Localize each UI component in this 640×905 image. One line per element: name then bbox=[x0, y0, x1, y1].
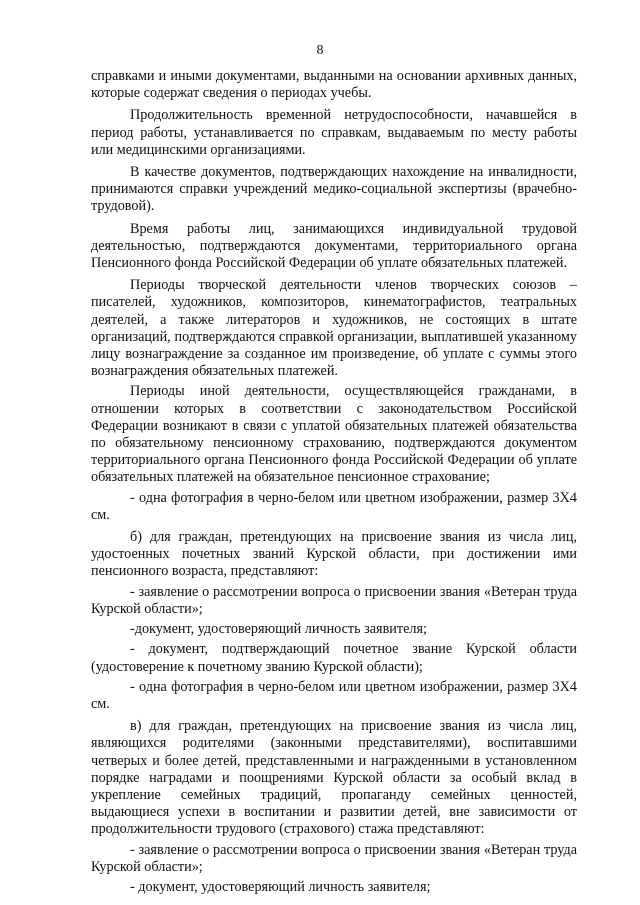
list-item: - документ, подтверждающий почетное звание Курской области (удостоверение к почетному званию Курской области); bbox=[91, 641, 577, 675]
paragraph: б) для граждан, претендующих на присвоение звания из числа лиц, удостоенных почетных званий Курской области, при достижении ими пенсионного возраста, представляют: bbox=[91, 529, 577, 580]
list-item: - одна фотография в черно-белом или цветном изображении, размер 3Х4 см. bbox=[91, 489, 577, 523]
document-body bbox=[91, 68, 577, 896]
list-item: - одна фотография в черно-белом или цветном изображении, размер 3Х4 см. bbox=[91, 678, 577, 712]
paragraph: Время работы лиц, занимающихся индивидуальной трудовой деятельностью, подтверждаются документами, территориального органа Пенсионного фонда Российской Федерации об уплате обязательных платежей. bbox=[91, 220, 577, 272]
paragraph: в) для граждан, претендующих на присвоение звания из числа лиц, являющихся родителями (законными представителями), воспитавшими четверых и более детей, представленными и награжденными в установленном порядке наградами и поощрениями Курской области за особый вклад в укрепление семейных традиций, пропаганду семейных ценностей, выдающиеся успехи в воспитании и развитии детей, вне зависимости от продолжительности трудового (страхового) стажа представляют: bbox=[91, 718, 577, 838]
page-number: 8 bbox=[316, 43, 324, 58]
list-item: -документ, удостоверяющий личность заявителя; bbox=[130, 621, 427, 638]
paragraph: Периоды иной деятельности, осуществляющейся гражданами, в отношении которых в соответствии с законодательством Российской Федерации возникают в связи с уплатой обязательных платежей обязательства по обязательному пенсионному страхованию, подтверждаются документом территориального органа Пенсионного фонда Российской Федерации об уплате обязательных платежей на обязательное пенсионное страхование; bbox=[91, 383, 577, 486]
paragraph: Продолжительность временной нетрудоспособности, начавшейся в период работы, устанавливается по справкам, выдаваемым по месту работы или медицинскими организациями. bbox=[91, 107, 577, 158]
paragraph: В качестве документов, подтверждающих нахождение на инвалидности, принимаются справки учреждений медико-социальной экспертизы (врачебно-трудовой). bbox=[91, 164, 577, 215]
list-item: - заявление о рассмотрении вопроса о присвоении звания «Ветеран труда Курской области»; bbox=[91, 583, 577, 617]
paragraph: Периоды творческой деятельности членов творческих союзов – писателей, художников, композиторов, кинематографистов, театральных деятелей, а также литераторов и художников, не состоящих в штате организаций, подтверждаются справкой организации, выплатившей указанному лицу вознаграждение за созданное им произведение, об уплате с суммы этого вознаграждения обязательных платежей. bbox=[91, 277, 577, 380]
list-item: - заявление о рассмотрении вопроса о присвоении звания «Ветеран труда Курской области»; bbox=[91, 841, 577, 875]
paragraph: справками и иными документами, выданными на основании архивных данных, которые содержат сведения о периодах учебы. bbox=[91, 68, 577, 102]
list-item: - документ, удостоверяющий личность заявителя; bbox=[130, 878, 431, 895]
